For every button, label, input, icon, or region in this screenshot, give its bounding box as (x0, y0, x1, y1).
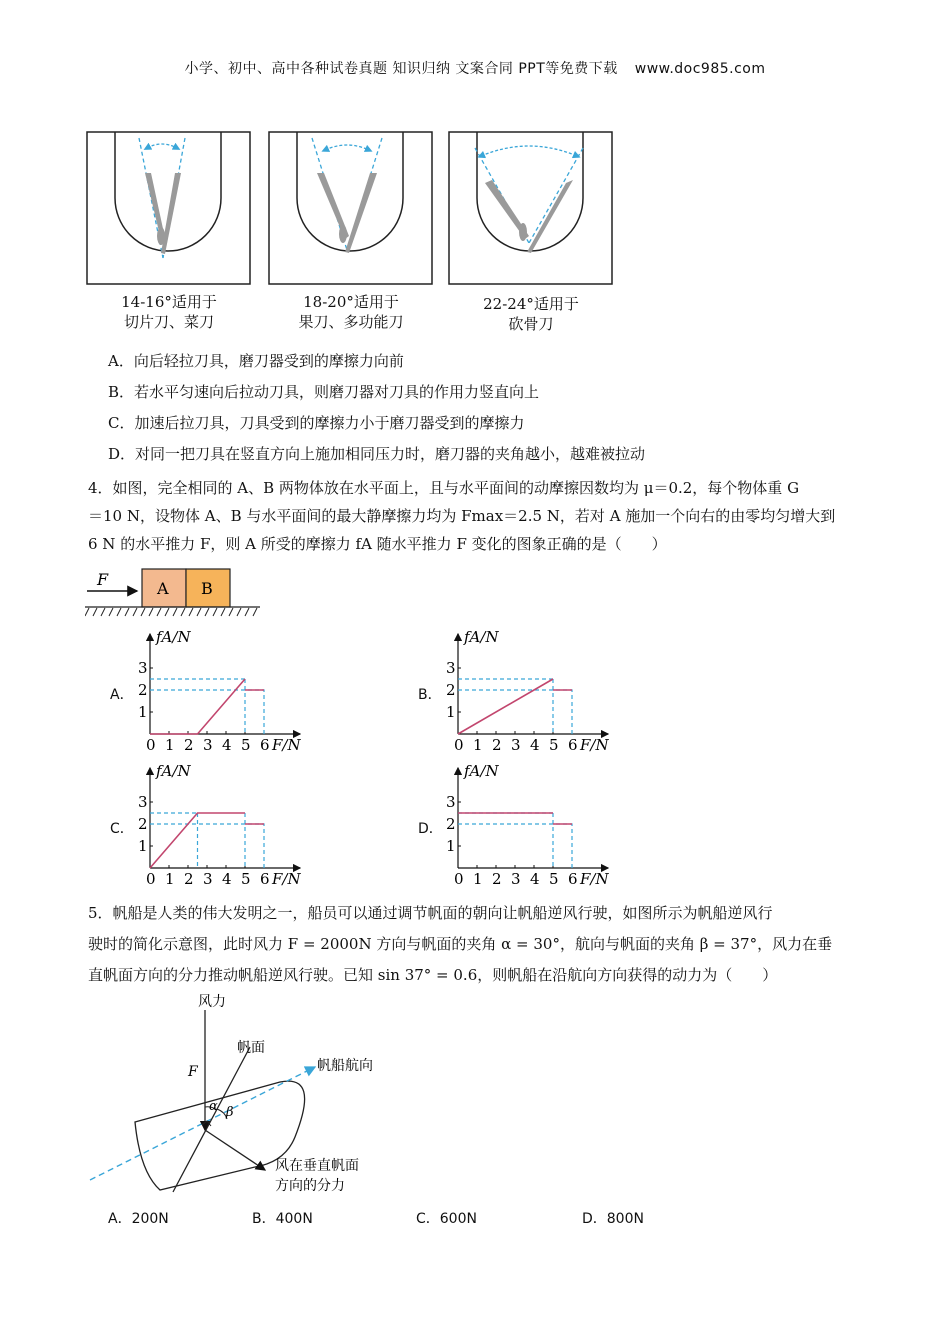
x-tick-label: 0 (454, 870, 464, 888)
sail-label: 帆面 (237, 1040, 265, 1056)
x-tick-label: 1 (473, 736, 483, 754)
y-tick-label: 3 (138, 659, 148, 677)
knife-caption-2 (267, 292, 435, 332)
x-tick-label: 6 (260, 870, 270, 888)
force-f-label: F (188, 1064, 198, 1080)
beta-label: β (226, 1105, 234, 1120)
y-tick-label: 1 (446, 703, 456, 721)
y-axis-label: fA/N (156, 628, 191, 646)
x-tick-label: 0 (146, 870, 156, 888)
x-tick-label: 3 (203, 736, 213, 754)
q4-option-a-label[interactable]: A． (110, 687, 134, 703)
q4-option-d-label[interactable]: D． (418, 821, 443, 837)
knife-caption-3 (447, 294, 615, 334)
y-tick-label: 2 (446, 815, 456, 833)
knife-caption-1 (85, 292, 253, 332)
caption-line: 切片刀、菜刀 (123, 313, 214, 331)
sail-line (173, 1047, 250, 1192)
x-tick-label: 5 (549, 736, 559, 754)
graph-option-a[interactable] (138, 628, 318, 756)
y-tick-label: 1 (138, 837, 148, 855)
x-tick-label: 6 (260, 736, 270, 754)
alpha-label: α (209, 1099, 218, 1114)
block-a-label: A (157, 579, 169, 598)
x-tick-label: 6 (568, 736, 578, 754)
y-tick-label: 3 (138, 793, 148, 811)
y-tick-label: 2 (138, 815, 148, 833)
x-tick-label: 5 (241, 870, 251, 888)
ref-line-kinetic (458, 690, 572, 734)
sharpener-panel-3 (449, 132, 612, 284)
y-tick-label: 3 (446, 793, 456, 811)
x-axis-label: F/N (272, 736, 301, 754)
x-tick-label: 2 (184, 870, 194, 888)
caption-line: 14-16°适用于 (121, 293, 217, 311)
q3-option-d[interactable]: D．对同一把刀具在竖直方向上施加相同压力时，磨刀器的夹角越小，越难被拉动 (108, 445, 646, 463)
q5-option-c[interactable]: C．600N (416, 1211, 477, 1227)
x-axis-label: F/N (580, 736, 609, 754)
component-label-1: 风在垂直帆面 (275, 1158, 359, 1174)
y-tick-label: 1 (138, 703, 148, 721)
x-tick-label: 1 (165, 870, 175, 888)
q4-line: ＝10 N，设物体 A、B 与水平面间的最大静摩擦力均为 Fmax＝2.5 N，若对 A 施加一个向右的由零均匀增大到 (88, 507, 836, 525)
ref-line-kinetic (150, 824, 264, 868)
block-b-label: B (201, 579, 213, 598)
x-tick-label: 0 (146, 736, 156, 754)
q5-option-d[interactable]: D．800N (582, 1211, 644, 1227)
friction-series (150, 679, 245, 734)
x-tick-label: 5 (549, 870, 559, 888)
q4-line: 4．如图，完全相同的 A、B 两物体放在水平面上，且与水平面间的动摩擦因数均为 μ＝0.2，每个物体重 G (88, 479, 800, 497)
header-text: 小学、初中、高中各种试卷真题 知识归纳 文案合同 PPT等免费下载 (184, 61, 618, 77)
x-tick-label: 3 (511, 736, 521, 754)
q3-option-a[interactable]: A．向后轻拉刀具，磨刀器受到的摩擦力向前 (108, 352, 404, 370)
q4-line: 6 N 的水平推力 F，则 A 所受的摩擦力 fA 随水平推力 F 变化的图象正确的是（ ） (88, 535, 667, 553)
q5-stem (88, 898, 878, 991)
ref-line-kinetic (458, 824, 572, 868)
caption-line: 砍骨刀 (508, 315, 554, 333)
q4-option-c-label[interactable]: C． (110, 821, 134, 837)
heading-label: 帆船航向 (317, 1058, 373, 1074)
y-axis-label: fA/N (156, 762, 191, 780)
q5-option-b[interactable]: B．400N (252, 1211, 313, 1227)
x-tick-label: 2 (492, 870, 502, 888)
sailboat-figure (85, 992, 405, 1197)
x-tick-label: 3 (203, 870, 213, 888)
y-tick-label: 3 (446, 659, 456, 677)
x-tick-label: 4 (222, 870, 232, 888)
x-tick-label: 4 (530, 736, 540, 754)
y-axis-label: fA/N (464, 762, 499, 780)
caption-line: 18-20°适用于 (303, 293, 399, 311)
q5-line: 直帆面方向的分力推动帆船逆风行驶。已知 sin 37° = 0.6，则帆船在沿航向方向获得的动力为（ ） (88, 966, 778, 984)
graph-option-b[interactable] (446, 628, 626, 756)
x-axis-label: F/N (580, 870, 609, 888)
wind-label: 风力 (198, 994, 226, 1010)
caption-line: 果刀、多功能刀 (298, 313, 404, 331)
knife-sharpener-figure (85, 128, 615, 288)
q5-line: 5．帆船是人类的伟大发明之一，船员可以通过调节帆面的朝向让帆船逆风行驶，如图所示为帆船逆风行 (88, 904, 773, 922)
component-label-2: 方向的分力 (275, 1178, 345, 1194)
q4-stem (88, 474, 878, 558)
q4-blocks-figure (85, 565, 285, 621)
ref-line-kinetic (150, 690, 264, 734)
component-arrow (205, 1130, 265, 1170)
sharpener-panel-1 (87, 132, 250, 284)
force-label: F (97, 570, 109, 589)
q3-option-c[interactable]: C．加速后拉刀具，刀具受到的摩擦力小于磨刀器受到的摩擦力 (108, 414, 525, 432)
y-axis-label: fA/N (464, 628, 499, 646)
x-tick-label: 2 (492, 736, 502, 754)
sharpener-panel-2 (269, 132, 432, 284)
q3-option-b[interactable]: B．若水平匀速向后拉动刀具，则磨刀器对刀具的作用力竖直向上 (108, 383, 540, 401)
q5-option-a[interactable]: A．200N (108, 1211, 169, 1227)
x-tick-label: 5 (241, 736, 251, 754)
q5-line: 驶时的简化示意图，此时风力 F = 2000N 方向与帆面的夹角 α = 30°，航向与帆面的夹角 β = 37°，风力在垂 (88, 935, 833, 953)
x-axis-label: F/N (272, 870, 301, 888)
x-tick-label: 4 (222, 736, 232, 754)
x-tick-label: 6 (568, 870, 578, 888)
x-tick-label: 2 (184, 736, 194, 754)
page-header (0, 58, 950, 78)
q4-option-b-label[interactable]: B． (418, 687, 442, 703)
x-tick-label: 4 (530, 870, 540, 888)
header-url: www.doc985.com (634, 61, 766, 77)
x-tick-label: 3 (511, 870, 521, 888)
y-tick-label: 1 (446, 837, 456, 855)
x-tick-label: 1 (165, 736, 175, 754)
y-tick-label: 2 (446, 681, 456, 699)
x-tick-label: 1 (473, 870, 483, 888)
x-tick-label: 0 (454, 736, 464, 754)
graph-option-c[interactable] (138, 762, 318, 890)
friction-series (458, 679, 553, 734)
y-tick-label: 2 (138, 681, 148, 699)
graph-option-d[interactable] (446, 762, 626, 890)
ground-hatching (85, 608, 257, 616)
caption-line: 22-24°适用于 (483, 295, 579, 313)
